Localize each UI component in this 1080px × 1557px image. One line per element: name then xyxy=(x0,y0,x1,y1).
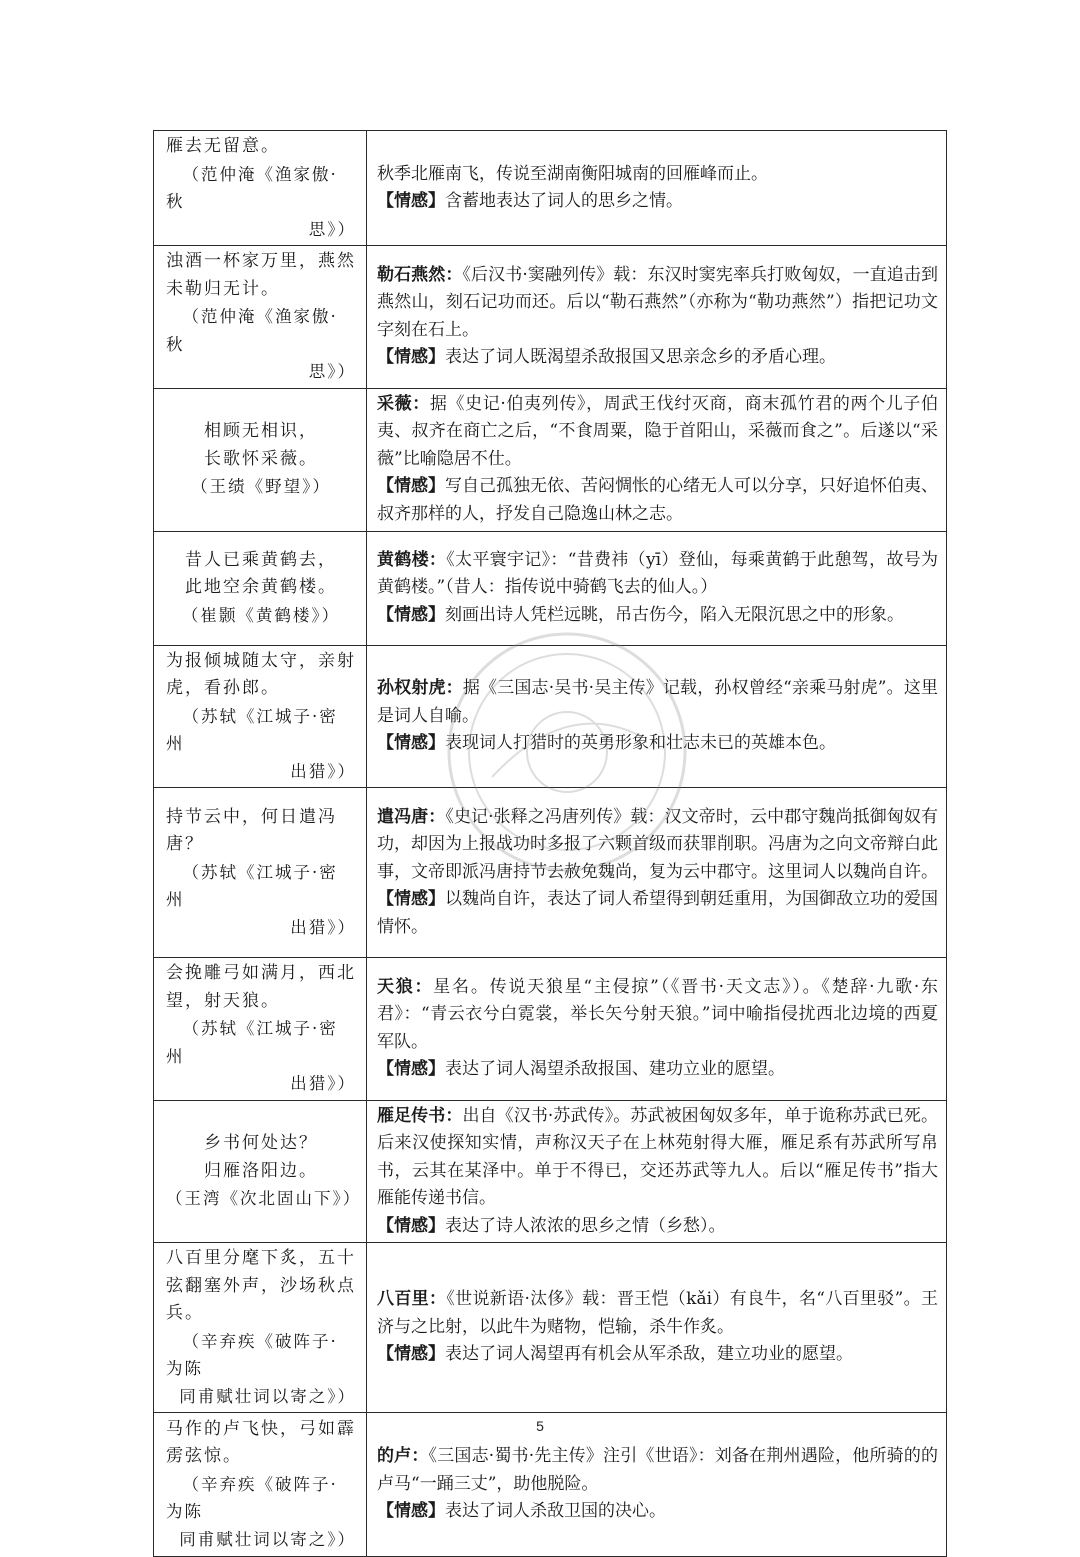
source-citation: （王湾《次北固山下》） xyxy=(166,1189,362,1208)
explanation-cell xyxy=(367,958,947,1101)
quote-line: 马作的卢飞快，弓如霹雳弦惊。 xyxy=(166,1418,356,1467)
table-row xyxy=(154,246,947,389)
emotion-text: 表达了词人渴望杀敌报国、建功立业的愿望。 xyxy=(445,1059,785,1080)
quote-line: 昔人已乘黄鹤去， xyxy=(185,549,337,570)
quote-line: 会挽雕弓如满月，西北望，射天狼。 xyxy=(166,963,356,1011)
emotion-tag: 【情感】 xyxy=(377,889,445,910)
allusion-explanation: 据《史记·伯夷列传》，周武王伐纣灭商，商末孤竹君的两个儿子伯夷、叔齐在商亡之后，“不食周粟，隐于首阳山，采薇而食之”。后遂以“采薇”比喻隐居不仕。 xyxy=(377,393,939,469)
allusion-explanation: 《史记·张释之冯唐列传》载：汉文帝时，云中郡守魏尚抵御匈奴有功，却因为上报战功时多报了六颗首级而获罪削职。冯唐为之向文帝辩白此事，文帝即派冯唐持节去赦免魏尚，复为云中郡守。这里词人以魏尚自许。 xyxy=(377,806,938,882)
emotion-paragraph xyxy=(377,1213,938,1241)
allusion-paragraph xyxy=(377,1286,938,1341)
explanation-cell xyxy=(367,1243,947,1413)
emotion-tag: 【情感】 xyxy=(377,1501,445,1522)
quote-block xyxy=(154,246,366,388)
table-row xyxy=(154,131,947,246)
source-citation-continued: 出猎》） xyxy=(290,1074,356,1093)
explanation-cell xyxy=(367,645,947,788)
allusion-explanation: 星名。传说天狼星“主侵掠”（《晋书·天文志》）。《楚辞·九歌·东君》：“青云衣兮白霓裳，举长矢兮射天狼。”词中喻指侵扰西北边境的西夏军队。 xyxy=(377,976,939,1052)
allusion-paragraph xyxy=(377,547,938,602)
allusion-term: 八百里： xyxy=(377,1289,447,1310)
emotion-tag: 【情感】 xyxy=(377,191,445,211)
source-citation: （苏轼《江城子·密州 xyxy=(166,706,338,753)
emotion-paragraph xyxy=(377,473,938,528)
source-citation: （苏轼《江城子·密州 xyxy=(166,862,338,910)
emotion-paragraph xyxy=(377,1498,938,1526)
allusion-term: 孙权射虎： xyxy=(377,678,463,698)
quote-cell xyxy=(154,131,367,246)
emotion-tag: 【情感】 xyxy=(377,476,445,497)
explanation-cell xyxy=(367,131,947,246)
emotion-tag: 【情感】 xyxy=(377,733,445,753)
quote-line: 八百里分麾下炙，五十弦翻塞外声，沙场秋点兵。 xyxy=(166,1248,356,1323)
explanation-cell xyxy=(367,1100,947,1243)
source-citation: （王绩《野望》） xyxy=(191,477,331,497)
emotion-paragraph xyxy=(377,1056,938,1084)
quote-line: 持节云中，何日遣冯唐？ xyxy=(166,806,337,855)
emotion-text: 表达了词人渴望再有机会从军杀敌，建立功业的愿望。 xyxy=(445,1344,853,1365)
source-citation: （辛弃疾《破阵子·为陈 xyxy=(166,1474,338,1522)
quote-block xyxy=(154,1414,366,1556)
table-row xyxy=(154,531,947,645)
quote-block xyxy=(154,802,366,944)
quote-line: 相顾无相识， xyxy=(204,421,318,442)
quote-block xyxy=(154,131,366,245)
source-citation-continued: 同甫赋壮词以寄之》） xyxy=(179,1386,356,1406)
quote-cell xyxy=(154,1243,367,1413)
quote-block xyxy=(154,958,366,1100)
allusion-explanation: 《后汉书·窦融列传》载：东汉时窦宪率兵打败匈奴，一直追击到燕然山，刻石记功而还。后以“勒石燕然”（亦称为“勒功燕然”）指把记功文字刻在石上。 xyxy=(377,264,938,340)
source-citation-continued: 出猎》） xyxy=(290,917,356,937)
emotion-text: 含蓄地表达了词人的思乡之情。 xyxy=(445,191,683,211)
quote-block xyxy=(154,646,366,788)
emotion-text: 表现词人打猎时的英勇形象和壮志未已的英雄本色。 xyxy=(445,733,836,753)
emotion-tag: 【情感】 xyxy=(377,347,445,368)
allusion-term: 黄鹤楼： xyxy=(377,549,447,570)
quote-cell xyxy=(154,388,367,531)
table-row xyxy=(154,1413,947,1557)
emotion-tag: 【情感】 xyxy=(377,1344,445,1365)
allusion-explanation: 出自《汉书·苏武传》。苏武被困匈奴多年，单于诡称苏武已死。后来汉使探知实情，声称汉天子在上林苑射得大雁，雁足系有苏武所写帛书，云其在某泽中。单于不得已，交还苏武等九人。后以“雁足传书”指大雁能传递书信。 xyxy=(377,1105,938,1208)
quote-line: 乡书何处达？ xyxy=(204,1133,318,1153)
emotion-text: 以魏尚自许，表达了词人希望得到朝廷重用，为国御敌立功的爱国情怀。 xyxy=(377,889,938,937)
quote-block xyxy=(154,545,366,632)
allusion-term: 天狼： xyxy=(377,976,434,997)
quote-block xyxy=(154,1243,366,1412)
source-citation: （苏轼《江城子·密州 xyxy=(166,1019,338,1066)
source-citation: （辛弃疾《破阵子·为陈 xyxy=(166,1331,338,1378)
allusion-paragraph xyxy=(377,804,938,887)
page-number: 5 xyxy=(536,1418,544,1434)
emotion-text: 表达了词人杀敌卫国的决心。 xyxy=(445,1501,666,1522)
quote-line: 归雁洛阳边。 xyxy=(204,1160,318,1181)
emotion-tag: 【情感】 xyxy=(377,604,445,625)
emotion-paragraph xyxy=(377,886,938,941)
allusion-term: 勒石燕然： xyxy=(377,264,463,285)
allusion-explanation: 《世说新语·汰侈》载：晋王恺（kǎi）有良牛，名“八百里驳”。王济与之比射，以此牛为赌物，恺输，杀牛作炙。 xyxy=(377,1289,938,1337)
allusion-term: 的卢： xyxy=(377,1446,429,1467)
table-row xyxy=(154,645,947,788)
allusion-explanation: 据《三国志·吴书·吴主传》记载，孙权曾经“亲乘马射虎”。这里是词人自喻。 xyxy=(377,678,938,726)
quote-cell xyxy=(154,246,367,389)
allusion-paragraph xyxy=(377,974,938,1057)
emotion-paragraph xyxy=(377,344,938,372)
source-citation-continued: 思》） xyxy=(308,219,356,239)
allusion-explanation: 秋季北雁南飞，传说至湖南衡阳城南的回雁峰而止。 xyxy=(377,163,768,184)
source-citation-continued: 出猎》） xyxy=(290,761,356,781)
explanation-cell xyxy=(367,531,947,645)
allusion-term: 采薇： xyxy=(377,393,430,414)
emotion-text: 表达了诗人浓浓的思乡之情（乡愁）。 xyxy=(445,1215,726,1236)
allusion-term: 遣冯唐： xyxy=(377,806,446,827)
quote-cell xyxy=(154,1413,367,1557)
source-citation: （崔颢《黄鹤楼》） xyxy=(181,605,341,625)
quote-cell xyxy=(154,788,367,958)
allusion-table xyxy=(153,130,947,1557)
table-row xyxy=(154,788,947,958)
table-row xyxy=(154,1243,947,1413)
source-citation: （范仲淹《渔家傲·秋 xyxy=(166,164,338,211)
allusion-paragraph xyxy=(377,675,938,730)
quote-cell xyxy=(154,958,367,1101)
quote-line: 此地空余黄鹤楼。 xyxy=(185,577,337,598)
explanation-cell xyxy=(367,246,947,389)
quote-line: 为报倾城随太守，亲射虎，看孙郎。 xyxy=(166,650,356,698)
allusion-paragraph xyxy=(377,161,938,189)
source-citation-continued: 同甫赋壮词以寄之》） xyxy=(179,1529,356,1549)
table-row xyxy=(154,388,947,531)
quote-block xyxy=(154,1128,366,1215)
quote-cell xyxy=(154,531,367,645)
source-citation-continued: 思》） xyxy=(308,362,356,381)
quote-line: 长歌怀采薇。 xyxy=(204,448,318,469)
table-row xyxy=(154,958,947,1101)
source-citation: （范仲淹《渔家傲·秋 xyxy=(166,307,338,354)
allusion-explanation: 《太平寰宇记》：“昔费祎（yī）登仙，每乘黄鹤于此憩驾，故号为黄鹤楼。”（昔人：指传说中骑鹤飞去的仙人。） xyxy=(377,549,939,598)
emotion-tag: 【情感】 xyxy=(377,1215,445,1236)
emotion-paragraph xyxy=(377,1341,938,1369)
emotion-paragraph xyxy=(377,730,938,758)
quote-cell xyxy=(154,1100,367,1243)
allusion-paragraph xyxy=(377,1443,938,1498)
explanation-cell xyxy=(367,1413,947,1557)
emotion-text: 表达了词人既渴望杀敌报国又思亲念乡的矛盾心理。 xyxy=(445,347,836,368)
quote-line: 浊酒一杯家万里，燕然未勒归无计。 xyxy=(166,251,356,299)
emotion-paragraph xyxy=(377,602,938,630)
allusion-explanation: 《三国志·蜀书·先主传》注引《世语》：刘备在荆州遇险，他所骑的的卢马“一踊三丈”，助他脱险。 xyxy=(377,1446,938,1494)
explanation-cell xyxy=(367,388,947,531)
quote-cell xyxy=(154,645,367,788)
quote-block xyxy=(154,416,366,503)
emotion-text: 写自己孤独无依、苦闷惆怅的心绪无人可以分享，只好追怀伯夷、叔齐那样的人，抒发自己隐逸山林之志。 xyxy=(377,476,938,524)
emotion-tag: 【情感】 xyxy=(377,1059,445,1080)
emotion-paragraph xyxy=(377,188,938,216)
emotion-text: 刻画出诗人凭栏远眺，吊古伤今，陷入无限沉思之中的形象。 xyxy=(445,604,904,625)
allusion-paragraph xyxy=(377,1103,938,1213)
allusion-term: 雁足传书： xyxy=(377,1105,463,1126)
explanation-cell xyxy=(367,788,947,958)
table-row xyxy=(154,1100,947,1243)
quote-line: 雁去无留意。 xyxy=(166,136,280,156)
allusion-paragraph xyxy=(377,391,938,474)
allusion-paragraph xyxy=(377,262,938,345)
